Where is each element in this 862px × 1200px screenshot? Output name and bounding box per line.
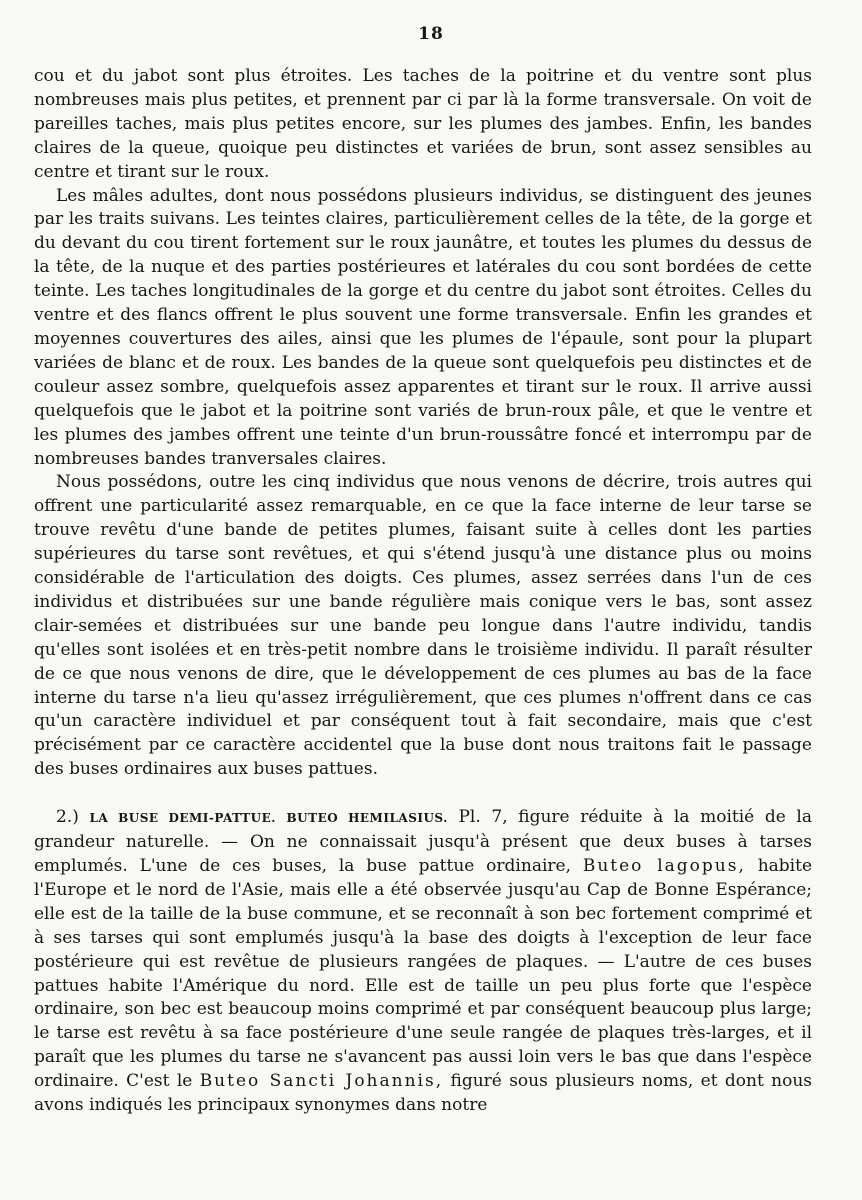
section-title-latin: BUTEO HEMILASIUS. xyxy=(286,811,448,826)
section-text-part-1: Pl. 7, figure réduite à la moitié de la grandeur naturelle. — On ne connaissait jusqu'à présent que deux buses à tarses emplumés. L'une de ces buses, la buse pattue ordinaire, xyxy=(34,807,813,876)
section-gap xyxy=(34,782,812,806)
page-number: 18 xyxy=(418,24,444,44)
paragraph-male-adults: Les mâles adultes, dont nous possédons plusieurs individus, se distinguent des jeunes par les traits suivans. Les teintes claires, particulièrement celles de la tête, de la gorge et du devant du cou tirent fortement sur le roux jaunâtre, et toutes les plumes du dessus de la tête, de la nuque et des parties postérieures et latérales du cou sont bordées de cette teinte. Les taches longitudinales de la gorge et du centre du jabot sont étroites. Celles du ventre et des flancs offrent le plus souvent une forme transversale. Enfin les grandes et moyennes couvertures des ailes, ainsi que les plumes de l'épaule, sont pour la plupart variées de blanc et de roux. Les bandes de la queue sont quelquefois peu distinctes et de couleur assez sombre, quelquefois assez apparentes et tirant sur le roux. Il arrive aussi quelquefois que le jabot et la poitrine sont variés de brun-roux pâle, et que le ventre et les plumes des jambes offrent une teinte d'un brun-roussâtre foncé et interrompu par de nombreuses bandes tranversales claires. xyxy=(34,185,812,469)
species-name-lagopus: Buteo lagopus, xyxy=(582,856,746,876)
section-number: 2.) xyxy=(56,807,79,828)
section-title-french: LA BUSE DEMI-PATTUE. xyxy=(89,811,276,826)
body-text xyxy=(34,65,812,1118)
section-text-part-3: figuré sous plusieurs noms, et dont nous avons indiqués les principaux synonymes dans notre xyxy=(34,1071,813,1116)
species-name-sancti-johannis: Buteo Sancti Johannis, xyxy=(199,1071,444,1092)
section-buse-demi-pattue xyxy=(34,806,812,1118)
paragraph-tarse-feathers: Nous possédons, outre les cinq individus que nous venons de décrire, trois autres qui offrent une particularité assez remarquable, en ce que la face interne de leur tarse se trouve revêtu d'une bande de petites plumes, faisant suite à celles dont les parties supérieures du tarse sont revêtues, et qui s'étend jusqu'à une distance plus ou moins considérable de l'articulation des doigts. Ces plumes, assez serrées dans l'un de ces individus et distribuées sur une bande régulière mais conique vers le bas, sont assez clair-semées et distribuées sur une bande peu longue dans l'autre individu, tandis qu'elles sont isolées et en très-petit nombre dans le troisième individu. Il paraît résulter de ce que nous venons de dire, que le développement de ces plumes au bas de la face interne du tarse n'a lieu qu'assez irrégulièrement, que ces plumes n'offrent dans ce cas qu'un caractère individuel et par conséquent tout à fait secondaire, mais que c'est précisément par ce caractère accidentel que la buse dont nous traitons fait le passage des buses ordinaires aux buses pattues. xyxy=(34,472,812,780)
section-text-part-2: habite l'Europe et le nord de l'Asie, mais elle a été observée jusqu'au Cap de Bonne Espérance; elle est de la taille de la buse commune, et se reconnaît à son bec fortement comprimé et à ses tarses qui sont emplumés jusqu'à la base des doigts à l'exception de leur face postérieure qui est revêtue de plusieurs rangées de plaques. — L'autre de ces buses pattues habite l'Amérique du nord. Elle est de taille un peu plus forte que l'espèce ordinaire, son bec est beaucoup moins comprimé et par conséquent beaucoup plus large; le tarse est revêtu à sa face postérieure d'une seule rangée de plaques très-larges, et il paraît que les plumes du tarse ne s'avancent pas aussi loin vers le bas que dans l'espèce ordinaire. C'est le xyxy=(34,856,813,1092)
paragraph-continuation: cou et du jabot sont plus étroites. Les taches de la poitrine et du ventre sont plus nombreuses mais plus petites, et prennent par ci par là la forme transversale. On voit de pareilles taches, mais plus petites encore, sur les plumes des jambes. Enfin, les bandes claires de la queue, quoique peu distinctes et variées de brun, sont assez sensibles au centre et tirant sur le roux. xyxy=(34,66,812,182)
